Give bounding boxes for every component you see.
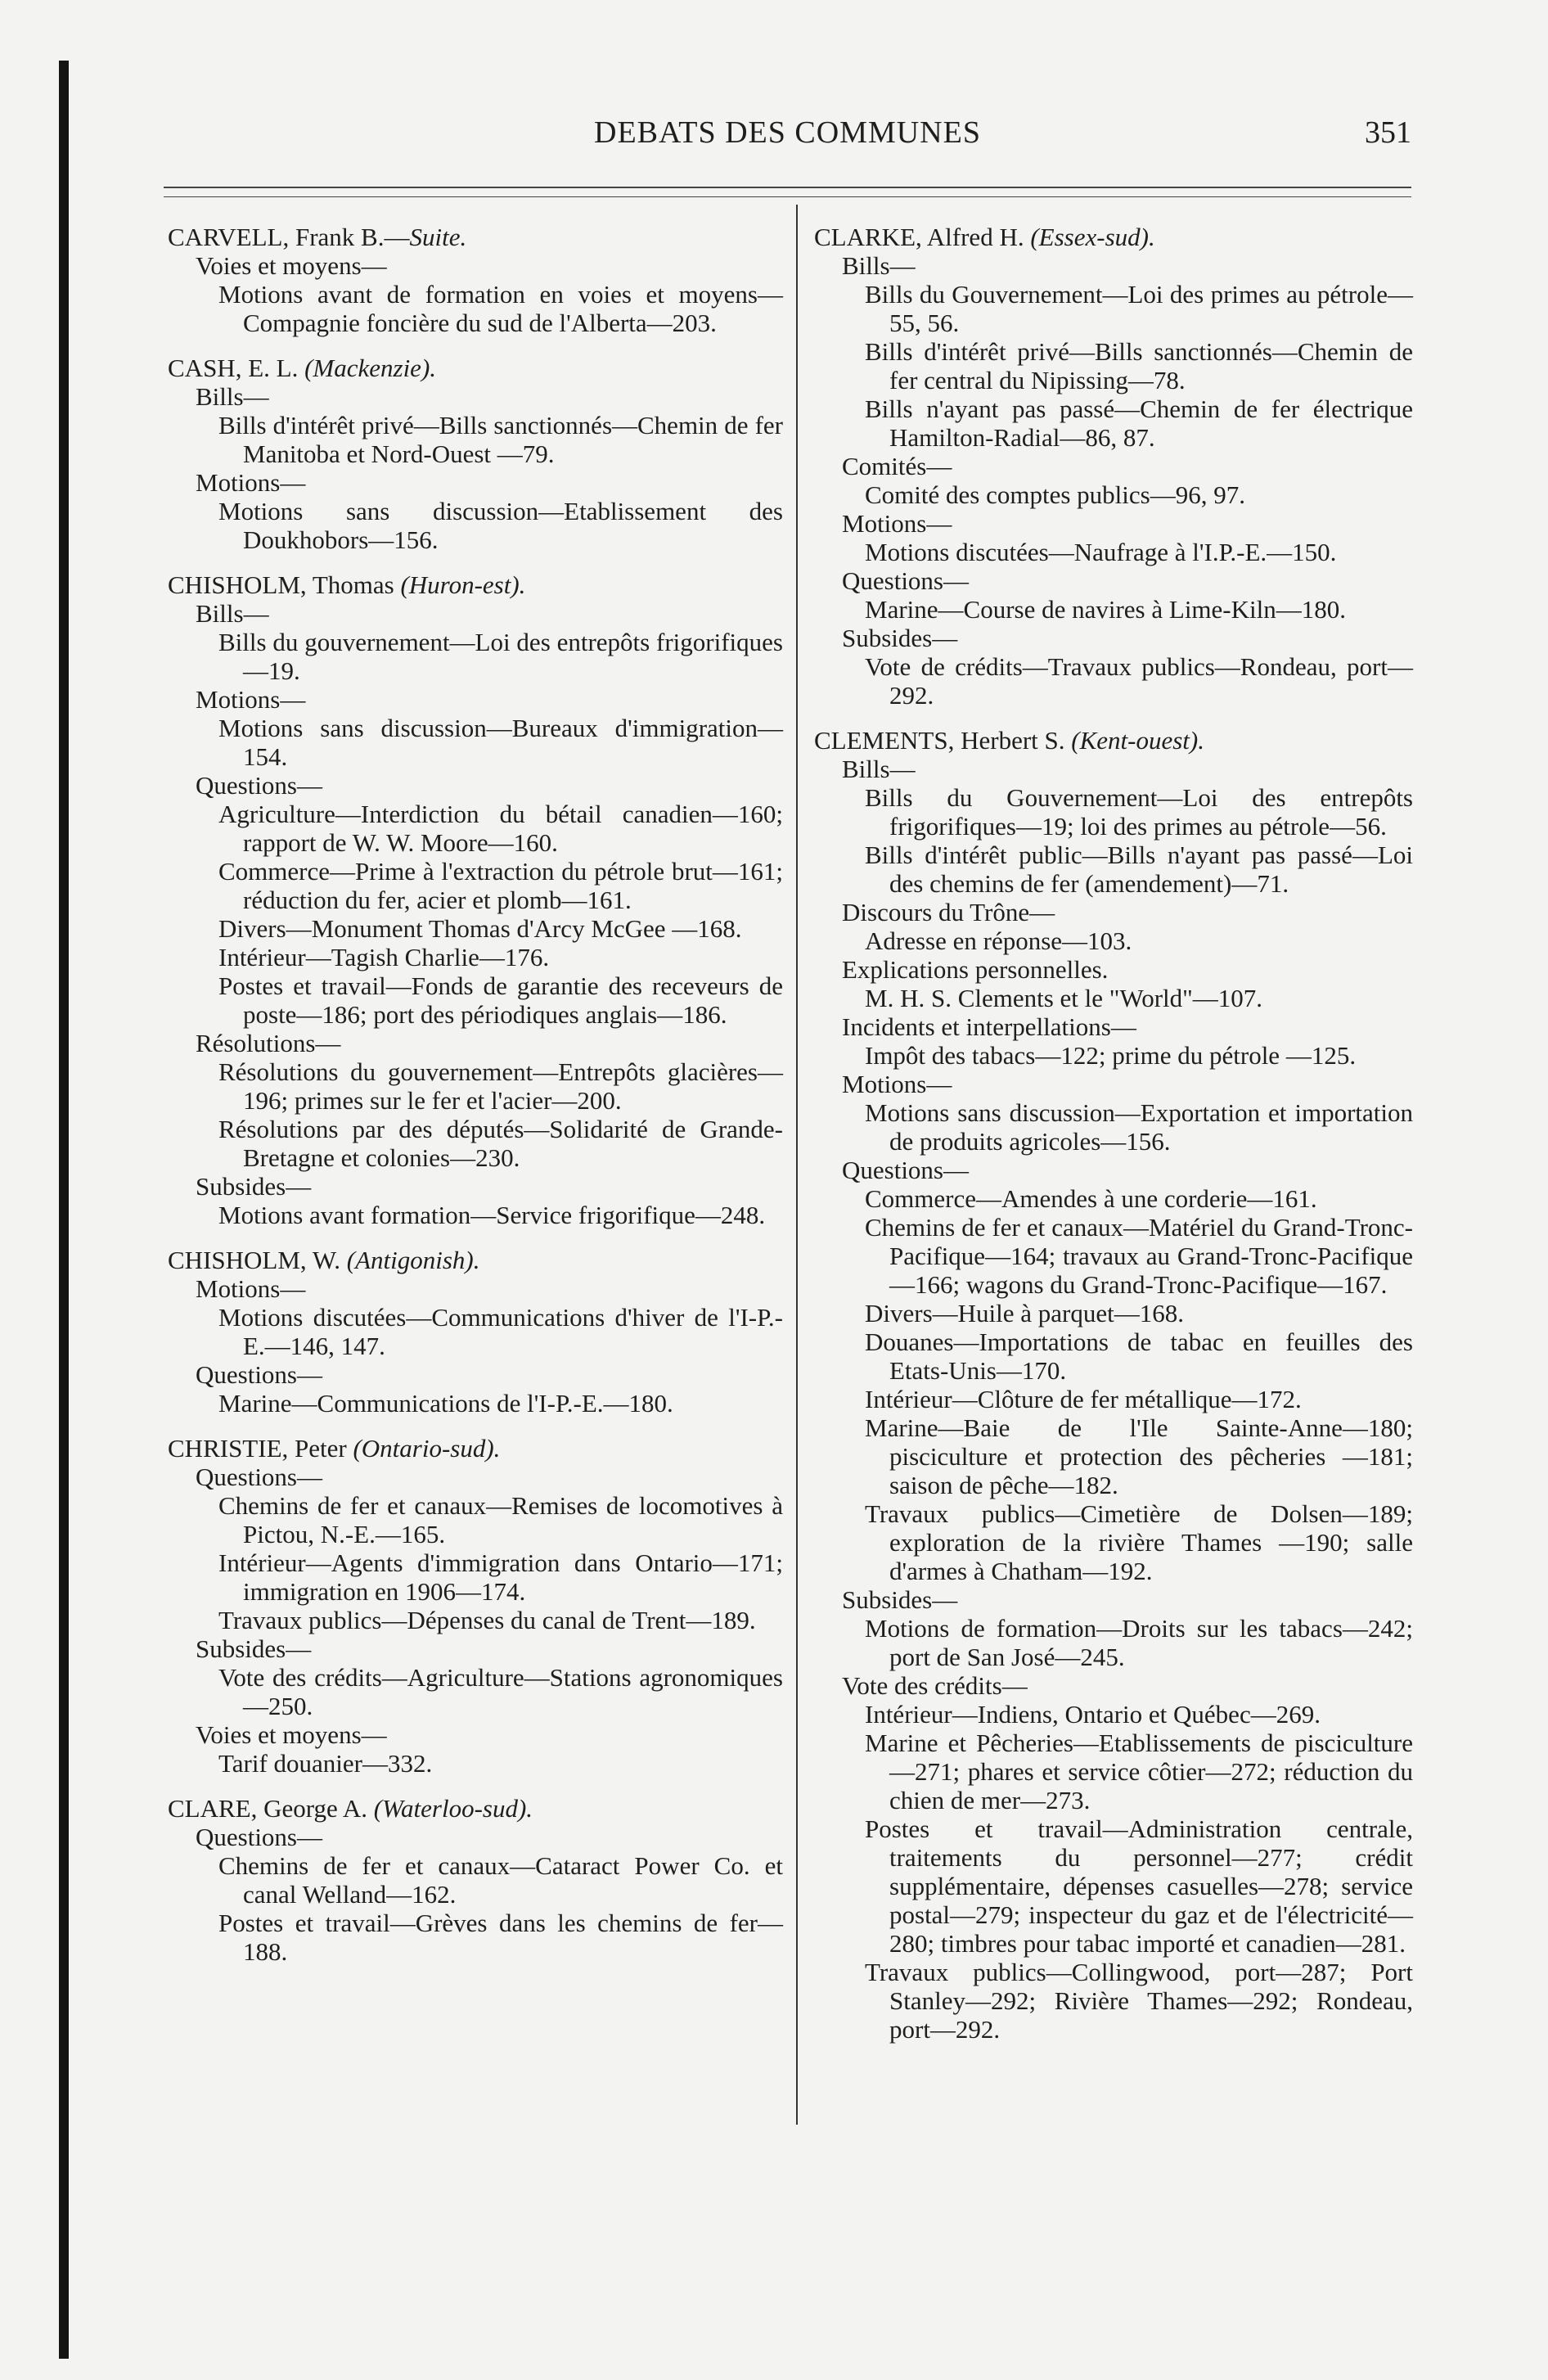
member-entry [168, 354, 783, 554]
header-rule [164, 187, 1411, 188]
section-heading: Explications personnelles. [842, 955, 1109, 984]
member-entry [168, 1794, 783, 1966]
index-item: Intérieur—Indiens, Ontario et Québec—269. [865, 1700, 1321, 1729]
section-heading: Subsides— [842, 1585, 958, 1614]
index-item: Résolutions du gouvernement—Entrepôts glacières—196; primes sur le fer et l'acier—200. [218, 1057, 783, 1115]
index-item: Postes et travail—Grèves dans les chemins de fer—188. [218, 1909, 783, 1966]
index-item: Adresse en réponse—103. [865, 926, 1132, 955]
index-item: Motions sans discussion—Bureaux d'immigration—154. [218, 714, 783, 771]
index-item: Bills n'ayant pas passé—Chemin de fer électrique Hamilton-Radial—86, 87. [865, 394, 1413, 452]
section-heading: Questions— [196, 1823, 322, 1851]
page-number: 351 [1365, 115, 1411, 150]
index-item: Motions avant formation—Service frigorifique—248. [218, 1201, 766, 1229]
section-heading: Motions— [196, 685, 306, 714]
member-riding: (Essex-sud). [1030, 223, 1155, 251]
index-item: Travaux publics—Cimetière de Dolsen—189; exploration de la rivière Thames —190; salle d'armes à Chatham—192. [865, 1499, 1413, 1585]
member-riding: (Huron-est). [400, 570, 526, 599]
member-name [168, 570, 783, 599]
member-riding: (Antigonish). [346, 1246, 480, 1274]
index-item: Bills d'intérêt public—Bills n'ayant pas passé—Loi des chemins de fer (amendement)—71. [865, 841, 1413, 898]
index-item: Chemins de fer et canaux—Cataract Power Co. et canal Welland—162. [218, 1851, 783, 1909]
member-name-text: CHISHOLM, W. [168, 1246, 347, 1274]
member-name-text: CHRISTIE, Peter [168, 1434, 353, 1463]
member-name-text: CASH, E. L. [168, 354, 305, 382]
section-heading: Bills— [842, 755, 916, 783]
index-item: Marine—Course de navires à Lime-Kiln—180. [865, 595, 1346, 624]
member-name-text: CHISHOLM, Thomas [168, 570, 401, 599]
page-title: DEBATS DES COMMUNES [594, 115, 981, 150]
index-item: Bills d'intérêt privé—Bills sanctionnés—Chemin de fer Manitoba et Nord-Ouest —79. [218, 411, 783, 468]
left-column [168, 223, 783, 1982]
index-item: Bills du Gouvernement—Loi des primes au pétrole—55, 56. [865, 280, 1413, 337]
section-heading: Incidents et interpellations— [842, 1012, 1136, 1041]
member-riding: (Waterloo-sud). [373, 1794, 533, 1823]
member-name [814, 726, 1413, 755]
member-entry [168, 1434, 783, 1778]
page-header [164, 115, 1411, 164]
index-item: Bills d'intérêt privé—Bills sanctionnés—Chemin de fer central du Nipissing—78. [865, 337, 1413, 394]
index-item: Divers—Huile à parquet—168. [865, 1299, 1184, 1327]
member-riding: Suite. [409, 223, 467, 251]
index-item: Motions sans discussion—Etablissement des Doukhobors—156. [218, 497, 783, 554]
member-entry [168, 570, 783, 1229]
index-item: Motions discutées—Communications d'hiver de l'I-P.-E.—146, 147. [218, 1303, 783, 1360]
member-riding: (Kent-ouest). [1071, 726, 1204, 755]
section-heading: Subsides— [196, 1172, 312, 1201]
member-name [168, 1434, 783, 1463]
section-heading: Comités— [842, 452, 952, 480]
index-item: Postes et travail—Fonds de garantie des receveurs de poste—186; port des périodiques anglais—186. [218, 971, 783, 1029]
index-item: Impôt des tabacs—122; prime du pétrole —125. [865, 1041, 1357, 1070]
index-item: Motions avant de formation en voies et moyens—Compagnie foncière du sud de l'Alberta—203. [218, 280, 783, 337]
index-item: Commerce—Amendes à une corderie—161. [865, 1184, 1317, 1213]
section-heading: Vote des crédits— [842, 1671, 1028, 1700]
member-entry [168, 223, 783, 337]
section-heading: Résolutions— [196, 1029, 341, 1057]
index-item: Motions de formation—Droits sur les tabacs—242; port de San José—245. [865, 1614, 1413, 1671]
index-item: M. H. S. Clements et le "World"—107. [865, 984, 1263, 1012]
section-heading: Discours du Trône— [842, 898, 1055, 926]
index-item: Agriculture—Interdiction du bétail canadien—160; rapport de W. W. Moore—160. [218, 800, 783, 857]
member-riding: (Mackenzie). [304, 354, 437, 382]
section-heading: Motions— [842, 509, 952, 538]
section-heading: Questions— [196, 771, 322, 800]
index-item: Postes et travail—Administration centrale, traitements du personnel—277; crédit supplémentaire, dépenses casuelles—278; service postal—279; inspecteur du gaz et de l'électricité—280; timbres pour tabac importé et canadien—281. [865, 1814, 1413, 1958]
member-entry [168, 1246, 783, 1418]
section-heading: Subsides— [196, 1634, 312, 1663]
index-item: Vote de crédits—Travaux publics—Rondeau, port—292. [865, 652, 1413, 710]
member-name [168, 1246, 783, 1274]
member-name [168, 354, 783, 382]
index-item: Marine—Communications de l'I-P.-E.—180. [218, 1389, 673, 1418]
index-item: Intérieur—Agents d'immigration dans Ontario—171; immigration en 1906—174. [218, 1548, 783, 1606]
right-column [814, 223, 1413, 2060]
member-riding: (Ontario-sud). [353, 1434, 501, 1463]
section-heading: Bills— [196, 382, 269, 411]
member-name [168, 1794, 783, 1823]
index-item: Vote des crédits—Agriculture—Stations agronomiques—250. [218, 1663, 783, 1720]
member-name-text: CLARE, George A. [168, 1794, 374, 1823]
index-item: Motions discutées—Naufrage à l'I.P.-E.—150. [865, 538, 1337, 566]
section-heading: Motions— [842, 1070, 952, 1098]
section-heading: Bills— [842, 251, 916, 280]
index-item: Douanes—Importations de tabac en feuilles des Etats-Unis—170. [865, 1327, 1413, 1385]
section-heading: Motions— [196, 468, 306, 497]
index-item: Marine—Baie de l'Ile Sainte-Anne—180; pisciculture et protection des pêcheries —181; saison de pêche—182. [865, 1413, 1413, 1499]
index-item: Intérieur—Tagish Charlie—176. [218, 943, 550, 971]
column-divider [796, 205, 798, 2125]
index-item: Bills du gouvernement—Loi des entrepôts frigorifiques—19. [218, 628, 783, 685]
section-heading: Voies et moyens— [196, 251, 387, 280]
section-heading: Questions— [842, 1156, 969, 1184]
section-heading: Voies et moyens— [196, 1720, 387, 1749]
scan-border [59, 61, 69, 2359]
index-item: Tarif douanier—332. [218, 1749, 433, 1778]
member-name-text: CARVELL, Frank B.— [168, 223, 410, 251]
index-item: Résolutions par des députés—Solidarité de Grande-Bretagne et colonies—230. [218, 1115, 783, 1172]
index-item: Divers—Monument Thomas d'Arcy McGee —168. [218, 914, 742, 943]
section-heading: Questions— [196, 1360, 322, 1389]
index-item: Motions sans discussion—Exportation et importation de produits agricoles—156. [865, 1098, 1413, 1156]
index-item: Travaux publics—Collingwood, port—287; Port Stanley—292; Rivière Thames—292; Rondeau, port—292. [865, 1958, 1413, 2044]
index-item: Marine et Pêcheries—Etablissements de pisciculture—271; phares et service côtier—272; réduction du chien de mer—273. [865, 1729, 1413, 1814]
header-rule-thin [164, 196, 1411, 197]
section-heading: Questions— [842, 566, 969, 595]
section-heading: Questions— [196, 1463, 322, 1491]
member-name-text: CLEMENTS, Herbert S. [814, 726, 1072, 755]
index-item: Chemins de fer et canaux—Matériel du Grand-Tronc-Pacifique—164; travaux au Grand-Tronc-Pacifique—166; wagons du Grand-Tronc-Pacifique—167. [865, 1213, 1413, 1299]
member-name [814, 223, 1413, 251]
member-name [168, 223, 783, 251]
index-item: Chemins de fer et canaux—Remises de locomotives à Pictou, N.-E.—165. [218, 1491, 783, 1548]
index-item: Intérieur—Clôture de fer métallique—172. [865, 1385, 1302, 1413]
index-item: Travaux publics—Dépenses du canal de Trent—189. [218, 1606, 756, 1634]
member-entry [814, 223, 1413, 710]
member-entry [814, 726, 1413, 2044]
index-item: Comité des comptes publics—96, 97. [865, 480, 1245, 509]
index-item: Commerce—Prime à l'extraction du pétrole brut—161; réduction du fer, acier et plomb—161. [218, 857, 783, 914]
section-heading: Bills— [196, 599, 269, 628]
section-heading: Motions— [196, 1274, 306, 1303]
index-item: Bills du Gouvernement—Loi des entrepôts frigorifiques—19; loi des primes au pétrole—56. [865, 783, 1413, 841]
member-name-text: CLARKE, Alfred H. [814, 223, 1031, 251]
section-heading: Subsides— [842, 624, 958, 652]
